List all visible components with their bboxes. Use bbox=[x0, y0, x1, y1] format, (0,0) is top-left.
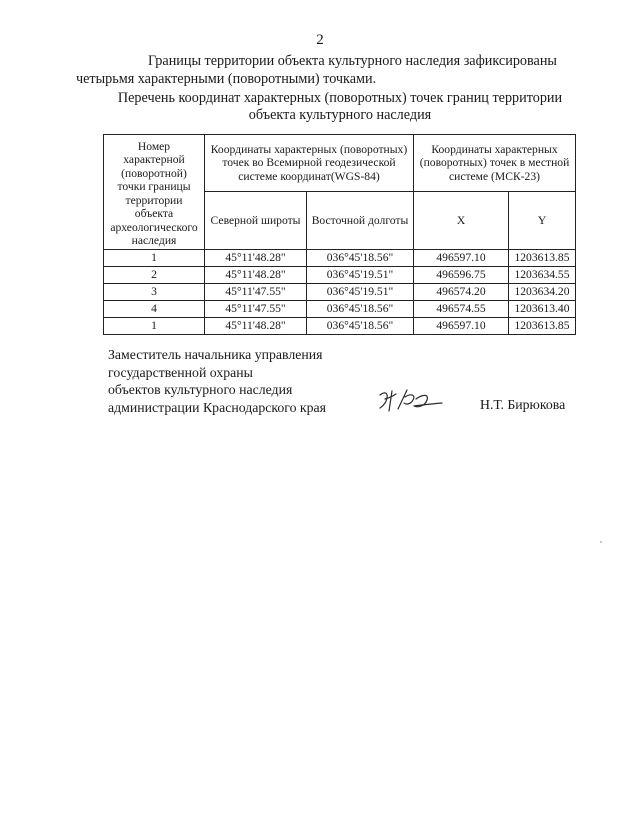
cell-point-number: 3 bbox=[104, 284, 205, 301]
header-wgs84: Координаты характерных (поворотных) точек во Всемирной геодезической системе координат(WGS-84) bbox=[205, 135, 414, 192]
header-longitude: Восточной долготы bbox=[307, 192, 414, 250]
signatory-title-line-3: объектов культурного наследия bbox=[108, 382, 293, 397]
table-row bbox=[104, 301, 576, 318]
signatory-name: Н.Т. Бирюкова bbox=[480, 397, 566, 412]
header-x: X bbox=[414, 192, 509, 250]
scan-speck bbox=[600, 541, 602, 543]
cell-y: 1203613.40 bbox=[509, 301, 576, 318]
coordinates-table bbox=[103, 134, 576, 335]
handwritten-signature bbox=[376, 385, 446, 415]
header-msk23: Координаты характерных (поворотных) точек в местной системе (МСК-23) bbox=[414, 135, 576, 192]
signatory-title-line-4: администрации Краснодарского края bbox=[108, 399, 327, 415]
cell-latitude: 45°11'47.55" bbox=[205, 284, 307, 301]
cell-x: 496597.10 bbox=[414, 318, 509, 335]
cell-x: 496597.10 bbox=[414, 250, 509, 267]
header-latitude: Северной широты bbox=[205, 192, 307, 250]
table-row bbox=[104, 250, 576, 267]
signatory-title bbox=[108, 346, 326, 416]
table-title-line-2: объекта культурного наследия bbox=[248, 107, 432, 123]
signatory-title-line-2: государственной охраны bbox=[108, 364, 253, 380]
cell-y: 1203613.85 bbox=[509, 250, 576, 267]
page-number: 2 bbox=[316, 32, 324, 48]
cell-x: 496574.20 bbox=[414, 284, 509, 301]
cell-y: 1203634.20 bbox=[509, 284, 576, 301]
cell-point-number: 1 bbox=[104, 250, 205, 267]
header-y: Y bbox=[509, 192, 576, 250]
cell-longitude: 036°45'19.51" bbox=[307, 267, 414, 284]
cell-longitude: 036°45'18.56" bbox=[307, 250, 414, 267]
intro-paragraph bbox=[76, 52, 575, 88]
intro-line-1: Границы территории объекта культурного наследия зафиксированы bbox=[148, 53, 557, 69]
cell-point-number: 4 bbox=[104, 301, 205, 318]
cell-latitude: 45°11'48.28" bbox=[205, 267, 307, 284]
cell-x: 496574.55 bbox=[414, 301, 509, 318]
signatory-title-line-1: Заместитель начальника управления bbox=[108, 347, 323, 362]
cell-point-number: 2 bbox=[104, 267, 205, 284]
cell-longitude: 036°45'18.56" bbox=[307, 318, 414, 335]
table-title-line-1: Перечень координат характерных (поворотных) точек границ территории bbox=[117, 90, 563, 106]
cell-point-number: 1 bbox=[104, 318, 205, 335]
cell-latitude: 45°11'48.28" bbox=[205, 250, 307, 267]
cell-latitude: 45°11'48.28" bbox=[205, 318, 307, 335]
cell-y: 1203613.85 bbox=[509, 318, 576, 335]
cell-longitude: 036°45'19.51" bbox=[307, 284, 414, 301]
intro-line-2: четырьмя характерными (поворотными) точками. bbox=[76, 71, 377, 87]
cell-y: 1203634.55 bbox=[509, 267, 576, 284]
header-point-number: Номер характерной (поворотной) точки границы территории объекта археологического наследия bbox=[104, 135, 205, 250]
table-title bbox=[100, 90, 580, 124]
cell-x: 496596.75 bbox=[414, 267, 509, 284]
table-row bbox=[104, 284, 576, 301]
table-row bbox=[104, 318, 576, 335]
cell-latitude: 45°11'47.55" bbox=[205, 301, 307, 318]
table-row bbox=[104, 267, 576, 284]
cell-longitude: 036°45'18.56" bbox=[307, 301, 414, 318]
